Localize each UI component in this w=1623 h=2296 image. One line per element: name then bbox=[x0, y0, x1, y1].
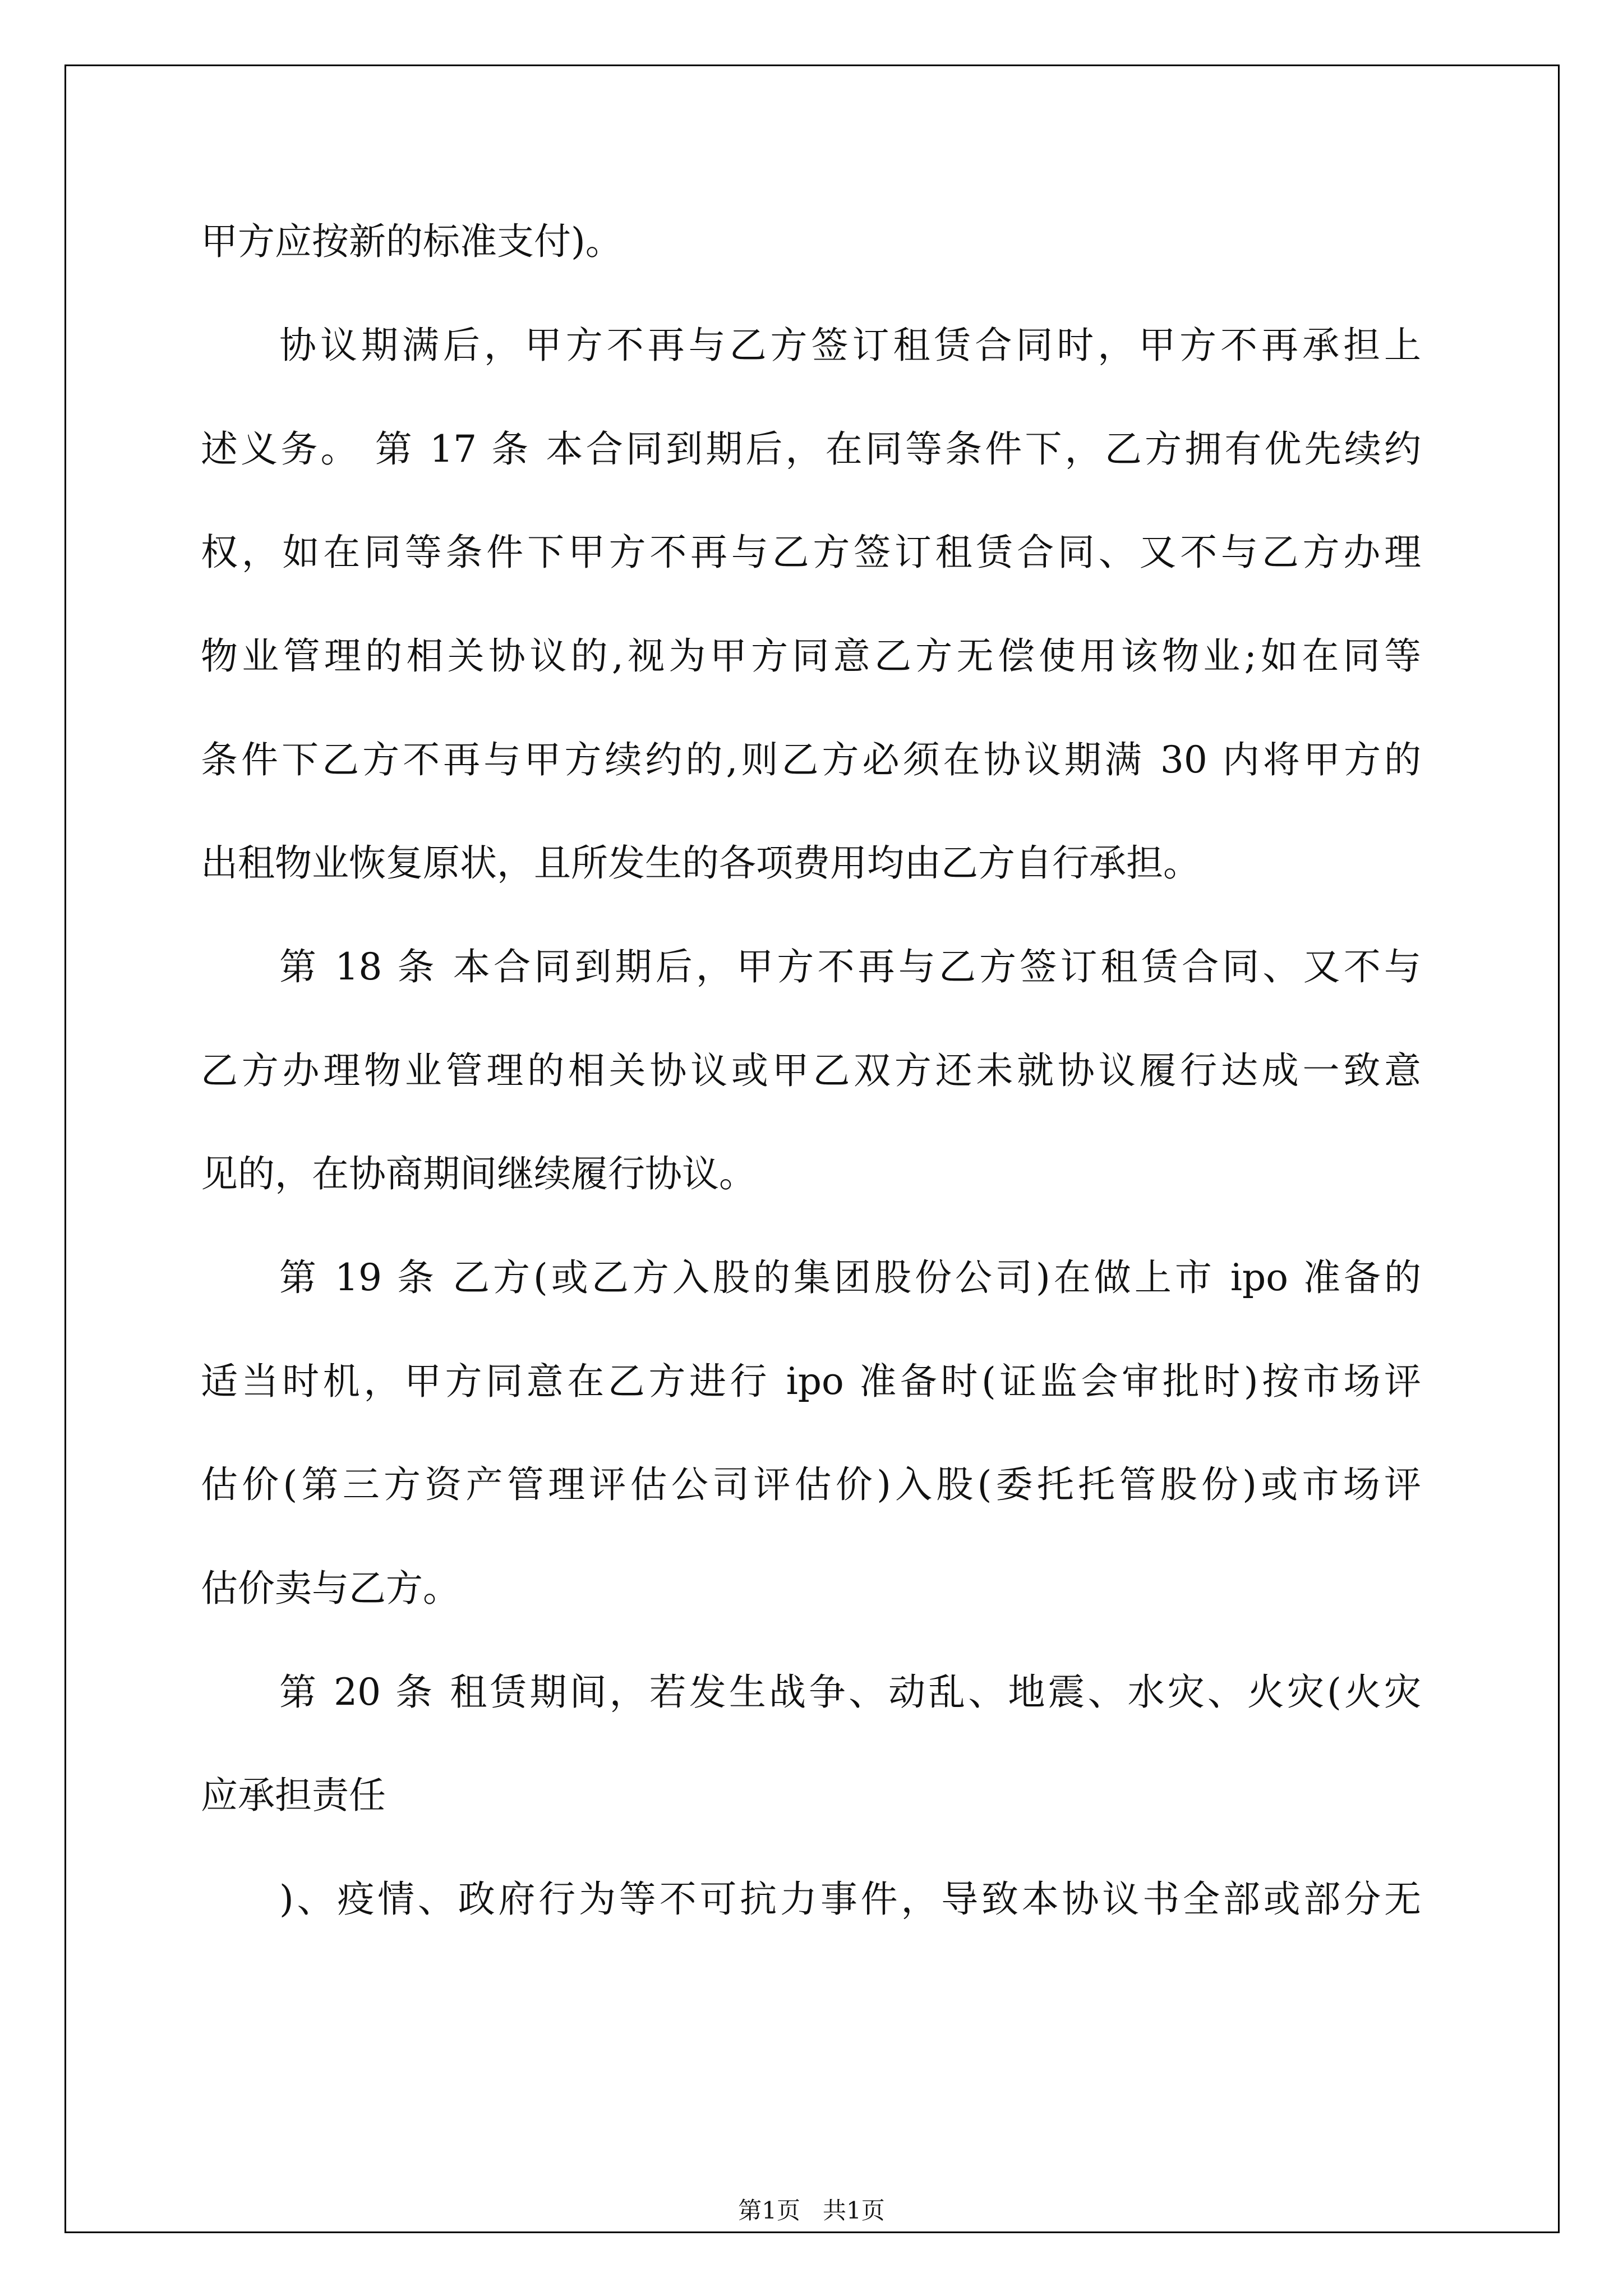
text-line: 乙方办理物业管理的相关协议或甲乙双方还未就协议履行达成一致意 bbox=[201, 1049, 1421, 1092]
text-line: 第 19 条 乙方(或乙方入股的集团股份公司)在做上市 ipo 准备的 bbox=[279, 1256, 1421, 1299]
page-number-footer: 第1页 共1页 bbox=[738, 2197, 885, 2224]
text-line: 协议期满后，甲方不再与乙方签订租赁合同时，甲方不再承担上 bbox=[279, 324, 1421, 367]
text-line: 述义务。 第 17 条 本合同到期后，在同等条件下，乙方拥有优先续约 bbox=[201, 427, 1421, 471]
text-line: 条件下乙方不再与甲方续约的,则乙方必须在协议期满 30 内将甲方的 bbox=[201, 738, 1421, 781]
text-line: )、疫情、政府行为等不可抗力事件，导致本协议书全部或部分无 bbox=[279, 1878, 1421, 1921]
text-line: 见的，在协商期间继续履行协议。 bbox=[201, 1152, 756, 1195]
text-line: 物业管理的相关协议的,视为甲方同意乙方无偿使用该物业;如在同等 bbox=[201, 634, 1421, 678]
text-line: 甲方应按新的标准支付)。 bbox=[201, 220, 623, 263]
text-line: 适当时机，甲方同意在乙方进行 ipo 准备时(证监会审批时)按市场评 bbox=[201, 1360, 1421, 1403]
text-line: 权，如在同等条件下甲方不再与乙方签订租赁合同、又不与乙方办理 bbox=[201, 531, 1421, 574]
text-line: 估价卖与乙方。 bbox=[201, 1567, 460, 1610]
text-line: 第 18 条 本合同到期后，甲方不再与乙方签订租赁合同、又不与 bbox=[279, 945, 1421, 988]
text-line: 估价(第三方资产管理评估公司评估价)入股(委托托管股份)或市场评 bbox=[201, 1463, 1421, 1506]
text-line: 第 20 条 租赁期间，若发生战争、动乱、地震、水灾、火灾(火灾 bbox=[279, 1671, 1421, 1714]
text-line: 出租物业恢复原状，且所发生的各项费用均由乙方自行承担。 bbox=[201, 841, 1200, 885]
text-line: 应承担责任 bbox=[201, 1774, 386, 1817]
